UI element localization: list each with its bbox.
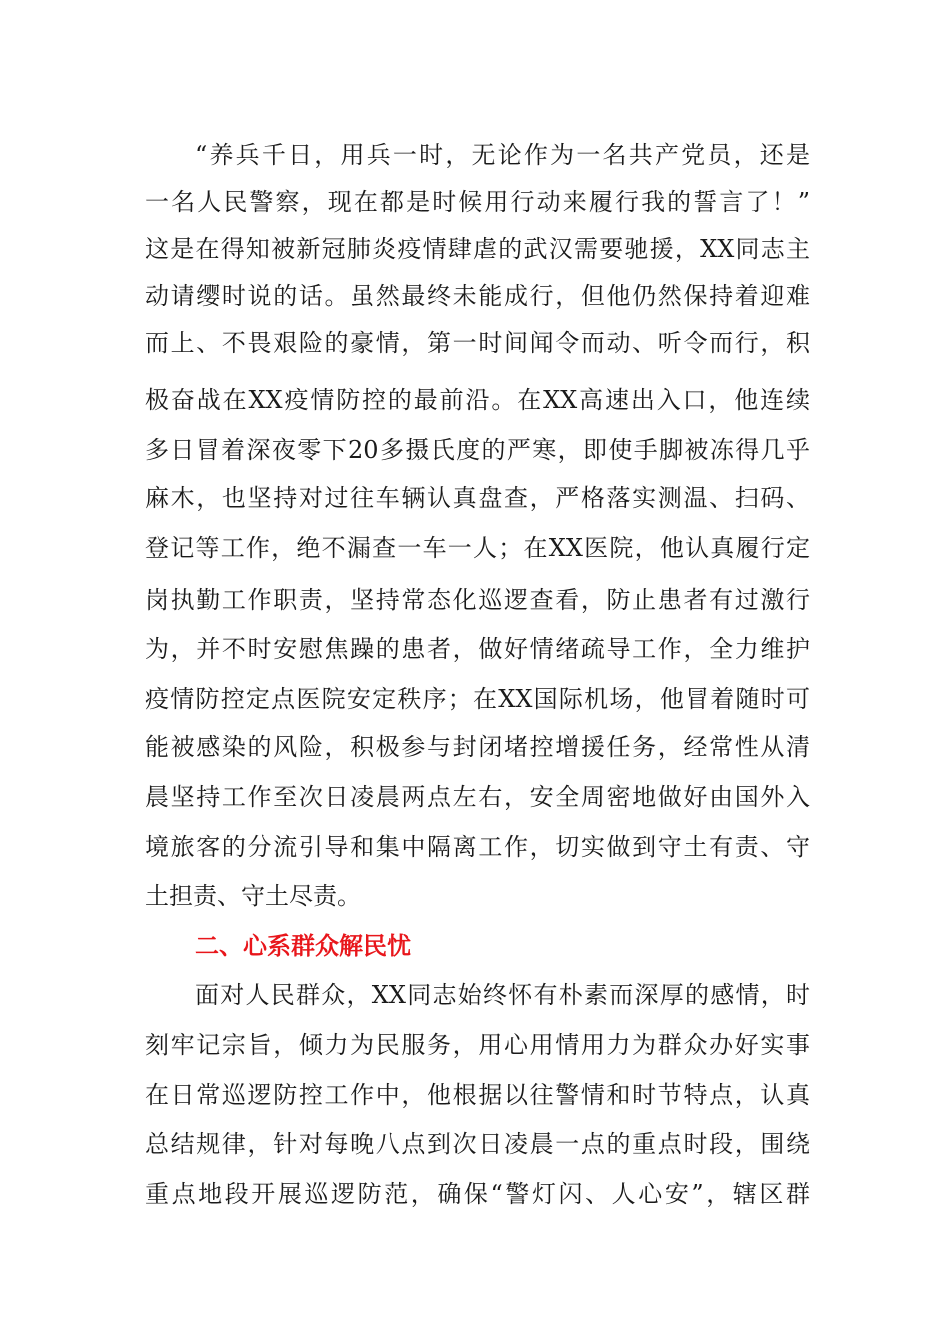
paragraph-2-line-5: 重点地段开展巡逻防范，确保“警灯闪、人心安”，辖区群 bbox=[145, 1180, 810, 1208]
paragraph-1-line-11: 为，并不时安慰焦躁的患者，做好情绪疏导工作，全力维护 bbox=[145, 635, 810, 663]
paragraph-1-line-12: 疫情防控定点医院安定秩序；在XX国际机场，他冒着随时可 bbox=[145, 685, 810, 713]
paragraph-1-line-5: 而上、不畏艰险的豪情，第一时间闻令而动、听令而行，积 bbox=[145, 329, 810, 357]
paragraph-1-line-4: 动请缨时说的话。虽然最终未能成行，但他仍然保持着迎难 bbox=[145, 282, 810, 310]
paragraph-1-line-3: 这是在得知被新冠肺炎疫情肆虐的武汉需要驰援，XX同志主 bbox=[145, 235, 810, 263]
paragraph-2-line-3: 在日常巡逻防控工作中，他根据以往警情和时节特点，认真 bbox=[145, 1081, 810, 1109]
paragraph-2-line-2: 刻牢记宗旨，倾力为民服务，用心用情用力为群众办好实事 bbox=[145, 1031, 810, 1059]
paragraph-2-line-1: 面对人民群众，XX同志始终怀有朴素而深厚的感情，时 bbox=[195, 981, 810, 1009]
paragraph-1-line-6: 极奋战在XX疫情防控的最前沿。在XX高速出入口，他连续 bbox=[145, 386, 810, 414]
paragraph-1-line-9: 登记等工作，绝不漏查一车一人；在XX医院，他认真履行定 bbox=[145, 534, 810, 562]
section-heading: 二、心系群众解民忧 bbox=[195, 932, 411, 960]
paragraph-1-line-8: 麻木，也坚持对过往车辆认真盘查，严格落实测温、扫码、 bbox=[145, 484, 810, 512]
paragraph-1-line-1: “养兵千日，用兵一时，无论作为一名共产党员，还是 bbox=[195, 141, 810, 169]
paragraph-1-line-15: 境旅客的分流引导和集中隔离工作，切实做到守土有责、守 bbox=[145, 833, 810, 861]
paragraph-1-line-10: 岗执勤工作职责，坚持常态化巡逻查看，防止患者有过激行 bbox=[145, 586, 810, 614]
paragraph-1-line-13: 能被感染的风险，积极参与封闭堵控增援任务，经常性从清 bbox=[145, 733, 810, 761]
paragraph-1-line-2: 一名人民警察，现在都是时候用行动来履行我的誓言了！” bbox=[145, 188, 810, 216]
paragraph-1-line-14: 晨坚持工作至次日凌晨两点左右，安全周密地做好由国外入 bbox=[145, 783, 810, 811]
paragraph-2-line-4: 总结规律，针对每晚八点到次日凌晨一点的重点时段，围绕 bbox=[145, 1130, 810, 1158]
paragraph-1-line-7: 多日冒着深夜零下20多摄氏度的严寒，即使手脚被冻得几乎 bbox=[145, 436, 810, 464]
paragraph-1-line-16: 土担责、守土尽责。 bbox=[145, 882, 361, 910]
